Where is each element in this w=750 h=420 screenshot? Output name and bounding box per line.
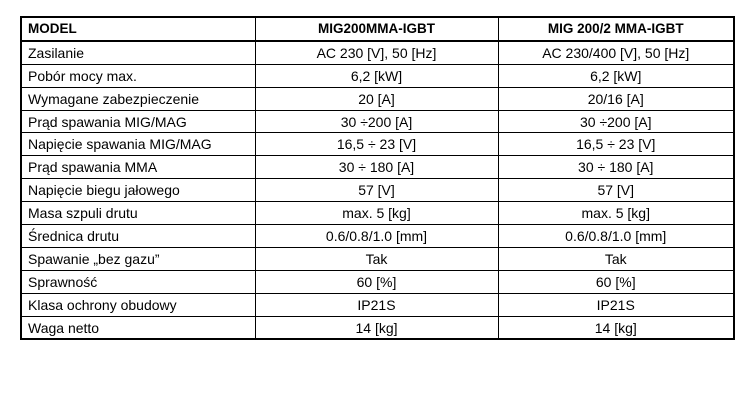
parameter-value-cell: IP21S bbox=[255, 293, 498, 316]
parameter-value-cell: 30 ÷200 [A] bbox=[255, 110, 498, 133]
parameter-name-cell: Pobór mocy max. bbox=[21, 64, 255, 87]
parameter-value-cell: 6,2 [kW] bbox=[255, 64, 498, 87]
parameter-value-cell: 14 [kg] bbox=[255, 316, 498, 339]
parameter-value-cell: AC 230 [V], 50 [Hz] bbox=[255, 41, 498, 64]
table-row bbox=[21, 225, 734, 248]
parameter-value-cell: 57 [V] bbox=[255, 179, 498, 202]
parameter-value-cell: AC 230/400 [V], 50 [Hz] bbox=[498, 41, 734, 64]
parameter-value-cell: 60 [%] bbox=[255, 270, 498, 293]
table-row bbox=[21, 316, 734, 339]
table-row bbox=[21, 41, 734, 64]
parameter-value-cell: Tak bbox=[255, 247, 498, 270]
table-row bbox=[21, 87, 734, 110]
parameter-value-cell: 0.6/0.8/1.0 [mm] bbox=[255, 225, 498, 248]
parameter-value-cell: 57 [V] bbox=[498, 179, 734, 202]
parameter-value-cell: max. 5 [kg] bbox=[498, 202, 734, 225]
parameter-name-cell: Napięcie spawania MIG/MAG bbox=[21, 133, 255, 156]
parameter-value-cell: 60 [%] bbox=[498, 270, 734, 293]
parameter-value-cell: 20/16 [A] bbox=[498, 87, 734, 110]
table-row bbox=[21, 247, 734, 270]
parameter-name-cell: Napięcie biegu jałowego bbox=[21, 179, 255, 202]
header-cell-model-1: MIG200MMA-IGBT bbox=[255, 17, 498, 41]
spec-table-body bbox=[21, 41, 734, 340]
parameter-value-cell: 30 ÷ 180 [A] bbox=[255, 156, 498, 179]
parameter-name-cell: Klasa ochrony obudowy bbox=[21, 293, 255, 316]
header-cell-model: MODEL bbox=[21, 17, 255, 41]
parameter-name-cell: Waga netto bbox=[21, 316, 255, 339]
parameter-name-cell: Zasilanie bbox=[21, 41, 255, 64]
table-row bbox=[21, 156, 734, 179]
parameter-value-cell: 6,2 [kW] bbox=[498, 64, 734, 87]
parameter-value-cell: max. 5 [kg] bbox=[255, 202, 498, 225]
parameter-value-cell: 16,5 ÷ 23 [V] bbox=[255, 133, 498, 156]
table-row bbox=[21, 133, 734, 156]
header-cell-model-2: MIG 200/2 MMA-IGBT bbox=[498, 17, 734, 41]
parameter-name-cell: Prąd spawania MMA bbox=[21, 156, 255, 179]
parameter-value-cell: 30 ÷ 180 [A] bbox=[498, 156, 734, 179]
parameter-name-cell: Spawanie „bez gazu” bbox=[21, 247, 255, 270]
parameter-value-cell: Tak bbox=[498, 247, 734, 270]
table-row bbox=[21, 64, 734, 87]
table-row bbox=[21, 179, 734, 202]
parameter-value-cell: 20 [A] bbox=[255, 87, 498, 110]
parameter-name-cell: Prąd spawania MIG/MAG bbox=[21, 110, 255, 133]
parameter-value-cell: IP21S bbox=[498, 293, 734, 316]
parameter-value-cell: 16,5 ÷ 23 [V] bbox=[498, 133, 734, 156]
parameter-value-cell: 0.6/0.8/1.0 [mm] bbox=[498, 225, 734, 248]
parameter-name-cell: Sprawność bbox=[21, 270, 255, 293]
spec-table bbox=[20, 16, 735, 340]
parameter-name-cell: Wymagane zabezpieczenie bbox=[21, 87, 255, 110]
parameter-value-cell: 30 ÷200 [A] bbox=[498, 110, 734, 133]
parameter-value-cell: 14 [kg] bbox=[498, 316, 734, 339]
table-row bbox=[21, 110, 734, 133]
table-row bbox=[21, 270, 734, 293]
header-row bbox=[21, 17, 734, 41]
parameter-name-cell: Średnica drutu bbox=[21, 225, 255, 248]
table-row bbox=[21, 293, 734, 316]
parameter-name-cell: Masa szpuli drutu bbox=[21, 202, 255, 225]
table-row bbox=[21, 202, 734, 225]
